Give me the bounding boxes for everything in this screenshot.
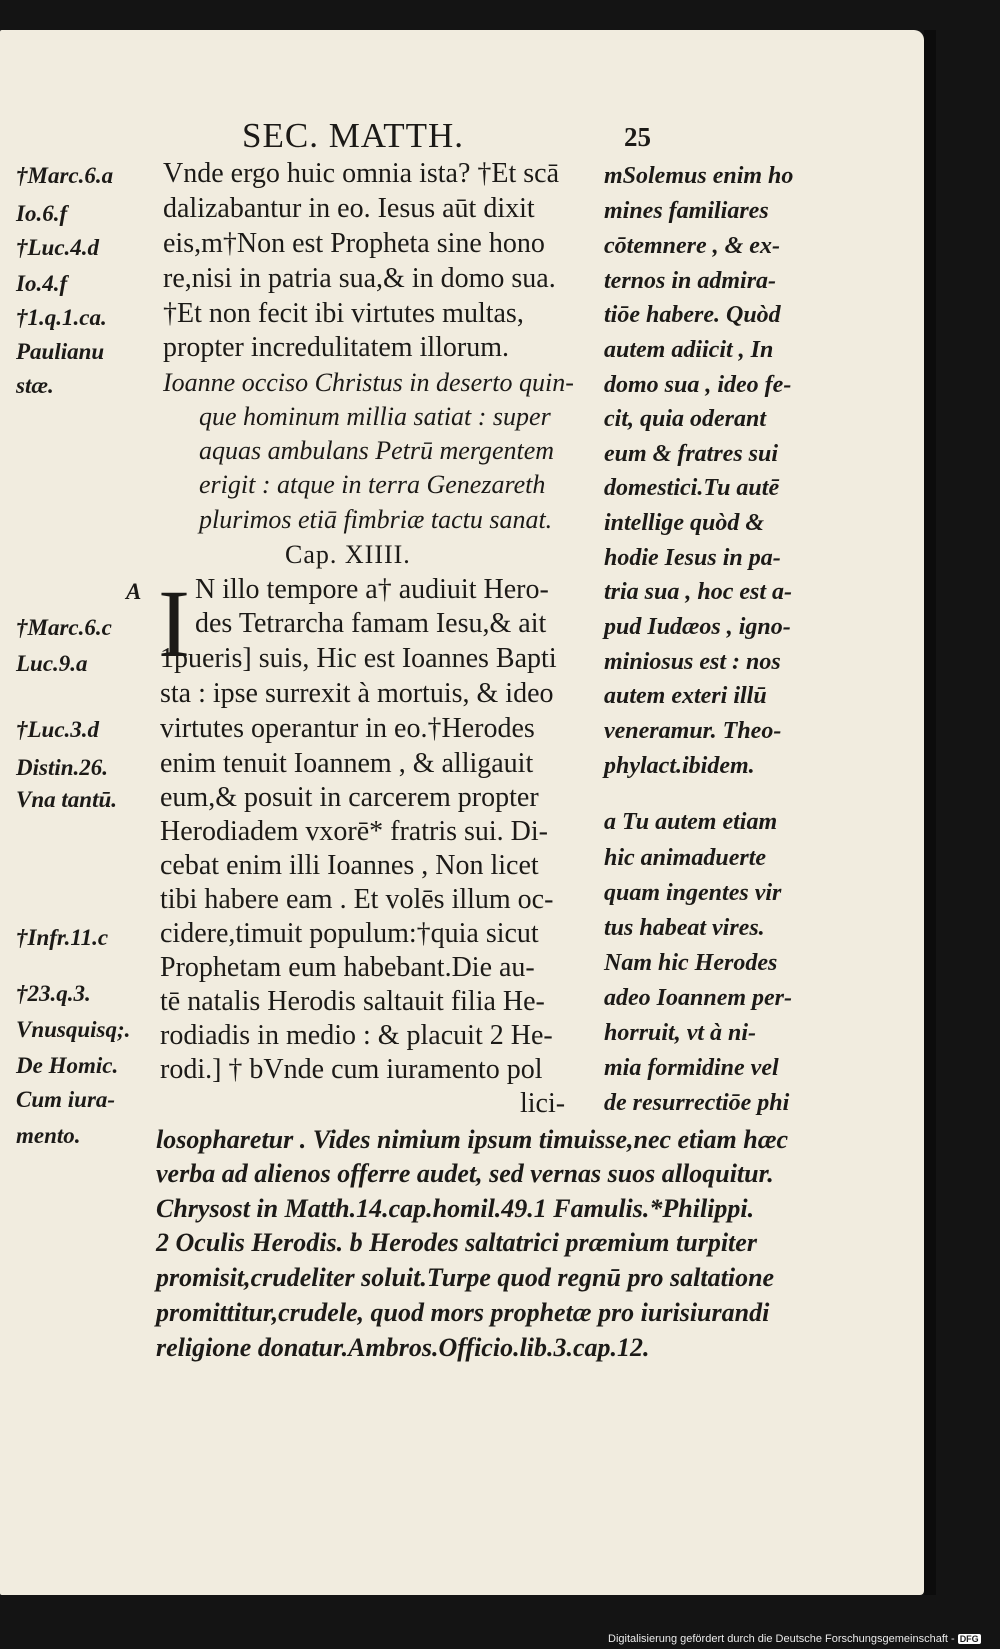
commentary-line: ternos in admira- [604,268,777,294]
text-line: des Tetrarcha famam Iesu,& ait [195,608,547,639]
commentary-line: cit, quia oderant [604,406,767,432]
commentary-line: verba ad alienos offerre audet, sed vernas suos alloquitur. [156,1159,774,1188]
text-line: Vnde ergo huic omnia ista? †Et scā [163,158,560,189]
commentary-line: mines familiares [604,198,769,224]
commentary-line: horruit, vt à ni- [604,1020,757,1046]
text-line: dalizabantur in eo. Iesus aūt dixit [163,193,535,224]
margin-note-left: Io.6.f [16,201,68,226]
commentary-line: veneramur. Theo- [604,718,782,744]
text-line: †Et non fecit ibi virtutes multas, [163,298,524,329]
page-number: 25 [624,122,651,152]
margin-note-left: De Homic. [16,1053,119,1078]
text-line: rodiadis in medio : & placuit 2 He- [160,1020,553,1051]
commentary-line: hodie Iesus in pa- [604,545,781,571]
margin-note-left: †Marc.6.c [16,615,112,640]
text-line: eum,& posuit in carcerem propter [160,782,539,813]
margin-note-left: †23.q.3. [16,981,91,1006]
section-letter: A [126,579,142,604]
margin-note-left: Paulianu [16,339,105,364]
commentary-line: autem adiicit , In [604,337,774,363]
page-edge [924,30,936,1595]
commentary-line: miniosus est : nos [604,649,781,675]
commentary-line: de resurrectiōe phi [604,1090,790,1116]
chapter-heading: Cap. XIIII. [285,540,411,569]
text-line: tibi habere eam . Et volēs illum oc- [160,884,554,915]
commentary-line: 2 Oculis Herodis. b Herodes saltatrici præmium turpiter [156,1228,757,1257]
margin-note-left: Io.4.f [16,271,68,296]
text-line: eis,m†Non est Propheta sine hono [163,228,545,259]
text-line: rodi.] † bVnde cum iuramento pol [160,1054,543,1085]
commentary-line: intellige quòd & [604,510,765,536]
text-line: lici- [520,1088,566,1119]
commentary-line: promisit,crudeliter soluit.Turpe quod regnū pro saltatione [156,1263,775,1292]
commentary-line: Chrysost in Matth.14.cap.homil.49.1 Famulis.*Philippi. [156,1194,755,1223]
margin-note-left: †1.q.1.ca. [16,305,107,330]
text-line: virtutes operantur in eo.†Herodes [160,713,535,744]
commentary-line: religione donatur.Ambros.Officio.lib.3.cap.12. [156,1333,650,1362]
commentary-line: pud Iudæos , igno- [604,614,791,640]
text-line: N illo tempore a† audiuit Hero- [195,574,549,605]
commentary-line: mia formidine vel [604,1055,779,1081]
text-line: Prophetam eum habebant.Die au- [160,952,535,983]
text-line: re,nisi in patria sua,& in domo sua. [163,263,556,294]
running-title: SEC. MATTH. [242,116,464,155]
commentary-line: phylact.ibidem. [604,753,755,779]
commentary-line: cōtemnere , & ex- [604,233,780,259]
margin-note-left: †Marc.6.a [16,163,114,188]
footer-text: Digitalisierung gefördert durch die Deutsche Forschungsgemeinschaft - [608,1633,955,1645]
text-line: tē natalis Herodis saltauit filia He- [160,986,545,1017]
chapter-summary: erigit : atque in terra Genezareth [199,470,546,499]
text-line: 1pueris] suis, Hic est Ioannes Bapti [160,643,557,674]
commentary-line: adeo Ioannem per- [604,985,792,1011]
commentary-line: mSolemus enim ho [604,163,794,189]
commentary-line: quam ingentes vir [604,880,782,906]
text-line: sta : ipse surrexit à mortuis, & ideo [160,678,554,709]
commentary-line: tiōe habere. Quòd [604,302,781,328]
chapter-summary: aquas ambulans Petrū mergentem [199,436,555,465]
margin-note-left: stæ. [16,373,54,398]
commentary-line: hic animaduerte [604,845,767,871]
drop-cap: I [158,570,190,677]
commentary-line: domo sua , ideo fe- [604,372,792,398]
commentary-line: promittitur,crudele, quod mors prophetæ pro iurisiurandi [156,1298,770,1327]
text-line: enim tenuit Ioannem , & alligauit [160,748,534,779]
text-line: cebat enim illi Ioannes , Non licet [160,850,539,881]
margin-note-left: Distin.26. [16,755,109,780]
chapter-summary: plurimos etiā fimbriæ tactu sanat. [199,505,553,534]
margin-note-left: Vnusquisq;. [16,1017,131,1042]
chapter-summary: que hominum millia satiat : super [199,402,551,431]
margin-note-left: mento. [16,1123,81,1148]
commentary-line: eum & fratres sui [604,441,779,467]
margin-note-left: †Luc.3.d [16,717,100,742]
margin-note-left: Luc.9.a [16,651,88,676]
dfg-logo: DFG [959,1634,979,1644]
commentary-line: autem exteri illū [604,683,767,709]
commentary-line: Nam hic Herodes [604,950,778,976]
margin-note-left: †Luc.4.d [16,235,100,260]
margin-note-left: †Infr.11.c [16,925,109,950]
commentary-line: losopharetur . Vides nimium ipsum timuisse,nec etiam hæc [156,1125,789,1154]
commentary-line: tus habeat vires. [604,915,765,941]
commentary-line: tria sua , hoc est a- [604,579,793,605]
chapter-summary: Ioanne occiso Christus in deserto quin- [163,368,574,397]
commentary-line: a Tu autem etiam [604,809,778,835]
text-line: cidere,timuit populum:†quia sicut [160,918,539,949]
margin-note-left: Vna tantū. [16,787,117,812]
text-line: propter incredulitatem illorum. [163,332,510,363]
margin-note-left: Cum iura- [16,1087,116,1112]
text-line: Herodiadem vxorē* fratris sui. Di- [160,816,548,847]
digitization-footer [608,1633,981,1645]
commentary-line: domestici.Tu autē [604,475,780,501]
